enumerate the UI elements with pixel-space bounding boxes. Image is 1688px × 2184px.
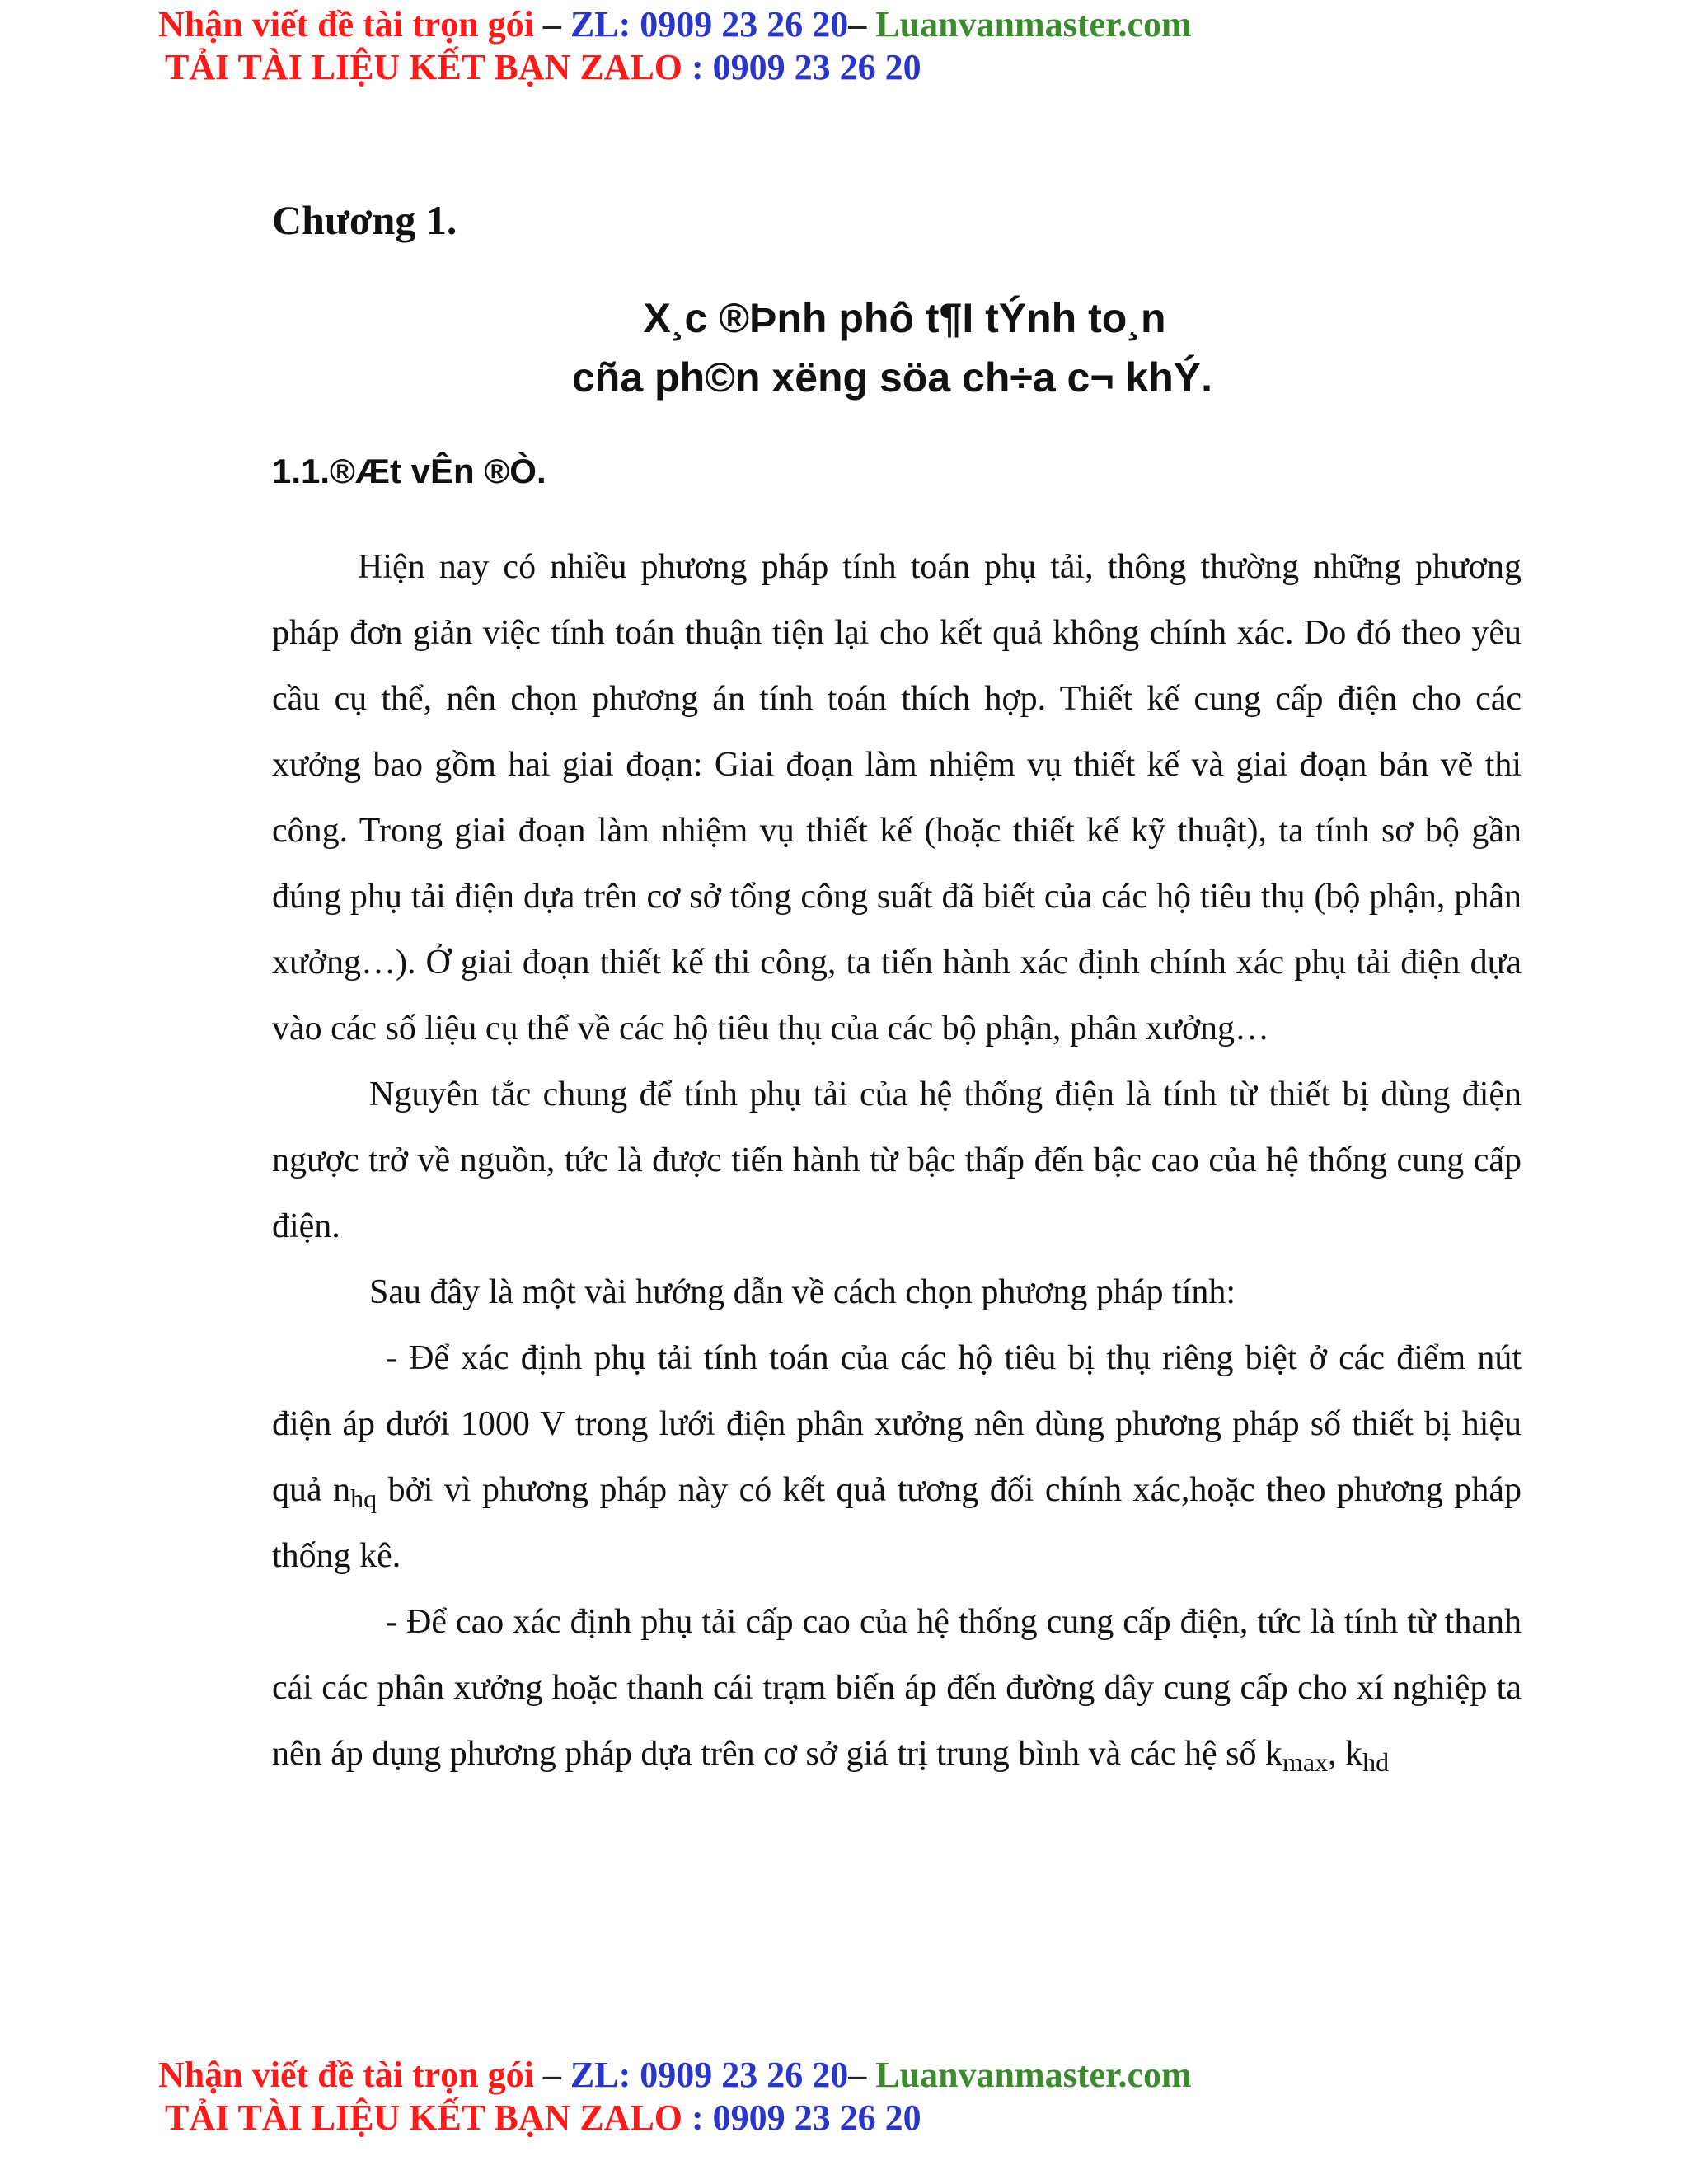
banner-service-text: Nhận viết đề tài trọn gói: [158, 2055, 534, 2095]
banner-zalo-number: ZL: 0909 23 26 20: [570, 4, 849, 45]
banner-download-text: TẢI TÀI LIỆU KẾT BẠN ZALO: [165, 2097, 683, 2138]
chapter-title: [272, 288, 1508, 407]
paragraph-text: - Để cao xác định phụ tải cấp cao của hệ thống cung cấp điện, tức là tính từ thanh cái các phân xưởng hoặc thanh cái trạm biến áp đến đường dây cung cấp cho xí nghiệp ta nên áp dụng phương pháp dựa trên cơ sở giá trị trung bình và các hệ số k: [272, 1603, 1522, 1773]
banner-website: Luanvanmaster.com: [875, 2055, 1192, 2095]
banner-line-1: [158, 3, 1192, 46]
paragraph: Nguyên tắc chung để tính phụ tải của hệ thống điện là tính từ thiết bị dùng điện ngược trở về nguồn, tức là được tiến hành từ bậc thấp đến bậc cao của hệ thống cung cấp điện.: [272, 1076, 1522, 1245]
paragraph: [272, 1589, 1522, 1787]
paragraph-text: - Để xác định phụ tải tính toán của các hộ tiêu bị thụ riêng biệt ở các điểm nút điện áp dưới 1000 V trong lưới điện phân xưởng nên dùng phương pháp số thiết bị hiệu quả n: [272, 1339, 1522, 1509]
subscript: hd: [1362, 1747, 1390, 1777]
paragraph: [272, 1325, 1522, 1589]
subscript: max: [1282, 1747, 1329, 1777]
banner-zalo-number: : 0909 23 26 20: [682, 47, 921, 87]
banner-dash: –: [848, 2055, 876, 2095]
paragraph-text: bởi vì phương pháp này có kết quả tương đối chính xác,hoặc theo phương pháp thống kê.: [272, 1471, 1522, 1575]
banner-dash: –: [533, 4, 570, 45]
body-text: [272, 534, 1522, 1787]
banner-service-text: Nhận viết đề tài trọn gói: [158, 4, 534, 45]
bottom-banner: [158, 2054, 1192, 2139]
top-banner: [158, 3, 1192, 89]
section-heading: 1.1.®Æt vÊn ®Ò.: [272, 452, 546, 490]
subscript: hq: [350, 1483, 377, 1513]
banner-zalo-number: : 0909 23 26 20: [682, 2097, 921, 2138]
banner-download-text: TẢI TÀI LIỆU KẾT BẠN ZALO: [165, 47, 683, 87]
banner-line-1: [158, 2054, 1192, 2097]
banner-website: Luanvanmaster.com: [875, 4, 1192, 45]
paragraph: Sau đây là một vài hướng dẫn về cách chọn phương pháp tính:: [369, 1273, 1236, 1311]
paragraph-text: , k: [1328, 1735, 1363, 1773]
banner-line-2: [158, 2097, 1192, 2139]
banner-line-2: [158, 46, 1192, 89]
chapter-title-line-2: cña ph©n xëng söa ch÷a c¬ khÝ.: [571, 354, 1213, 401]
banner-zalo-number: ZL: 0909 23 26 20: [570, 2055, 849, 2095]
chapter-heading: Chương 1.: [272, 197, 457, 243]
banner-dash: –: [533, 2055, 570, 2095]
banner-dash: –: [848, 4, 876, 45]
paragraph: Hiện nay có nhiều phương pháp tính toán phụ tải, thông thường những phương pháp đơn giản việc tính toán thuận tiện lại cho kết quả không chính xác. Do đó theo yêu cầu cụ thể, nên chọn phương án tính toán thích hợp. Thiết kế cung cấp điện cho các xưởng bao gồm hai giai đoạn: Giai đoạn làm nhiệm vụ thiết kế và giai đoạn bản vẽ thi công. Trong giai đoạn làm nhiệm vụ thiết kế (hoặc thiết kế kỹ thuật), ta tính sơ bộ gần đúng phụ tải điện dựa trên cơ sở tổng công suất đã biết của các hộ tiêu thụ (bộ phận, phân xưởng…). Ở giai đoạn thiết kế thi công, ta tiến hành xác định chính xác phụ tải điện dựa vào các số liệu cụ thể về các hộ tiêu thụ của các bộ phận, phân xưởng…: [272, 548, 1522, 1047]
chapter-title-line-1: X¸c ®Þnh phô t¶I tÝnh to¸n: [643, 295, 1166, 341]
